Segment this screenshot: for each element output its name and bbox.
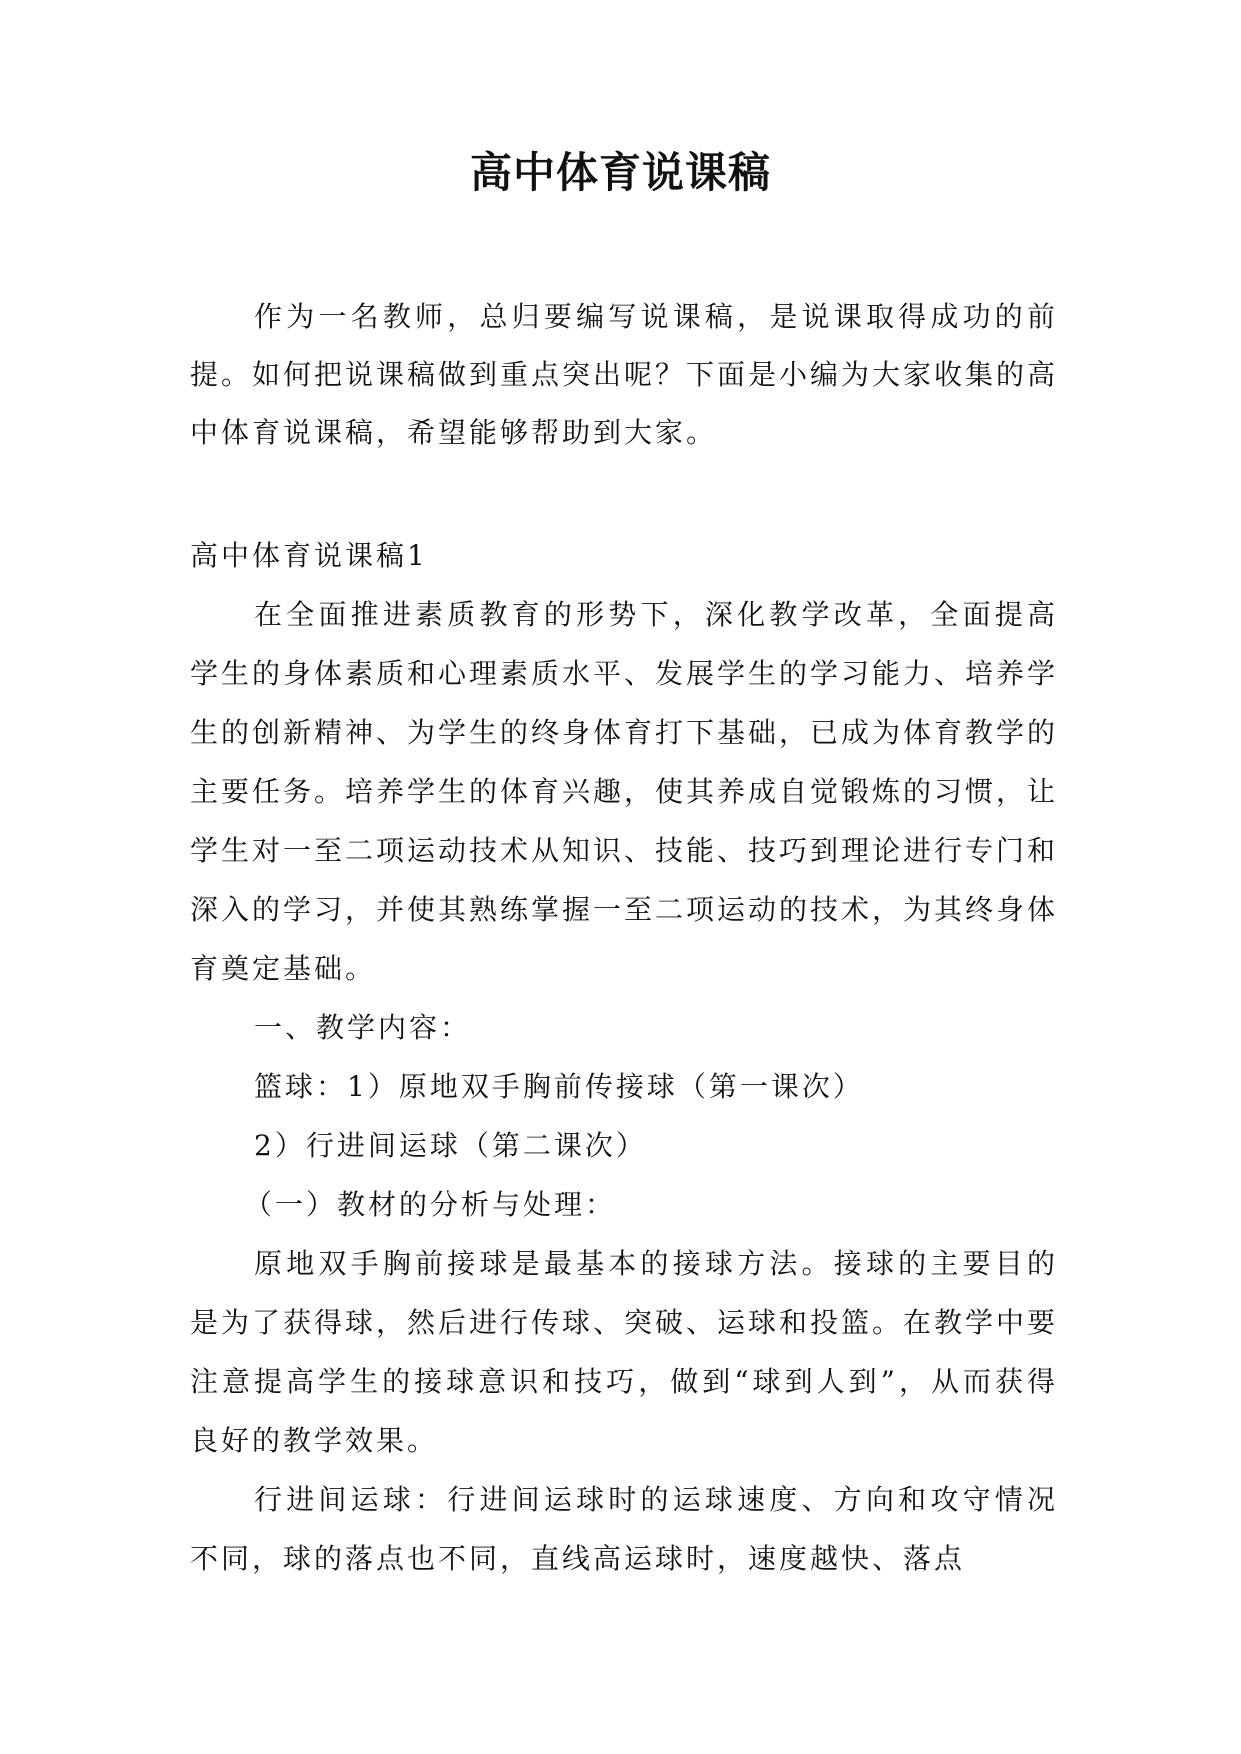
basketball-item-2: 2）行进间运球（第二课次） [254, 1129, 647, 1162]
main-content [190, 526, 1058, 1588]
section-heading: 高中体育说课稿1 [190, 539, 428, 572]
body-paragraph: 原地双手胸前接球是最基本的接球方法。接球的主要目的是为了获得球，然后进行传球、突破、运球和投篮。在教学中要注意提高学生的接球意识和技巧，做到“球到人到”，从而获得良好的教学效果。 [190, 1247, 1059, 1457]
basketball-item-1: 篮球：1）原地双手胸前传接球（第一课次） [254, 1070, 864, 1103]
body-paragraph: 行进间运球：行进间运球时的运球速度、方向和攻守情况不同，球的落点也不同，直线高运球时，速度越快、落点 [190, 1483, 1058, 1575]
intro-paragraph: 作为一名教师，总归要编写说课稿，是说课取得成功的前提。如何把说课稿做到重点突出呢？下面是小编为大家收集的高中体育说课稿，希望能够帮助到大家。 [190, 300, 1059, 449]
page-title: 高中体育说课稿 [469, 148, 771, 197]
body-paragraph: 在全面推进素质教育的形势下，深化教学改革，全面提高学生的身体素质和心理素质水平、发展学生的学习能力、培养学生的创新精神、为学生的终身体育打下基础，已成为体育教学的主要任务。培养学生的体育兴趣，使其养成自觉锻炼的习惯，让学生对一至二项运动技术从知识、技能、技巧到理论进行专门和深入的学习，并使其熟练掌握一至二项运动的技术，为其终身体育奠定基础。 [190, 598, 1059, 985]
teaching-content-heading: 一、教学内容： [254, 1011, 472, 1044]
intro-block [190, 288, 1058, 462]
material-analysis-heading: （一）教材的分析与处理： [244, 1188, 617, 1221]
